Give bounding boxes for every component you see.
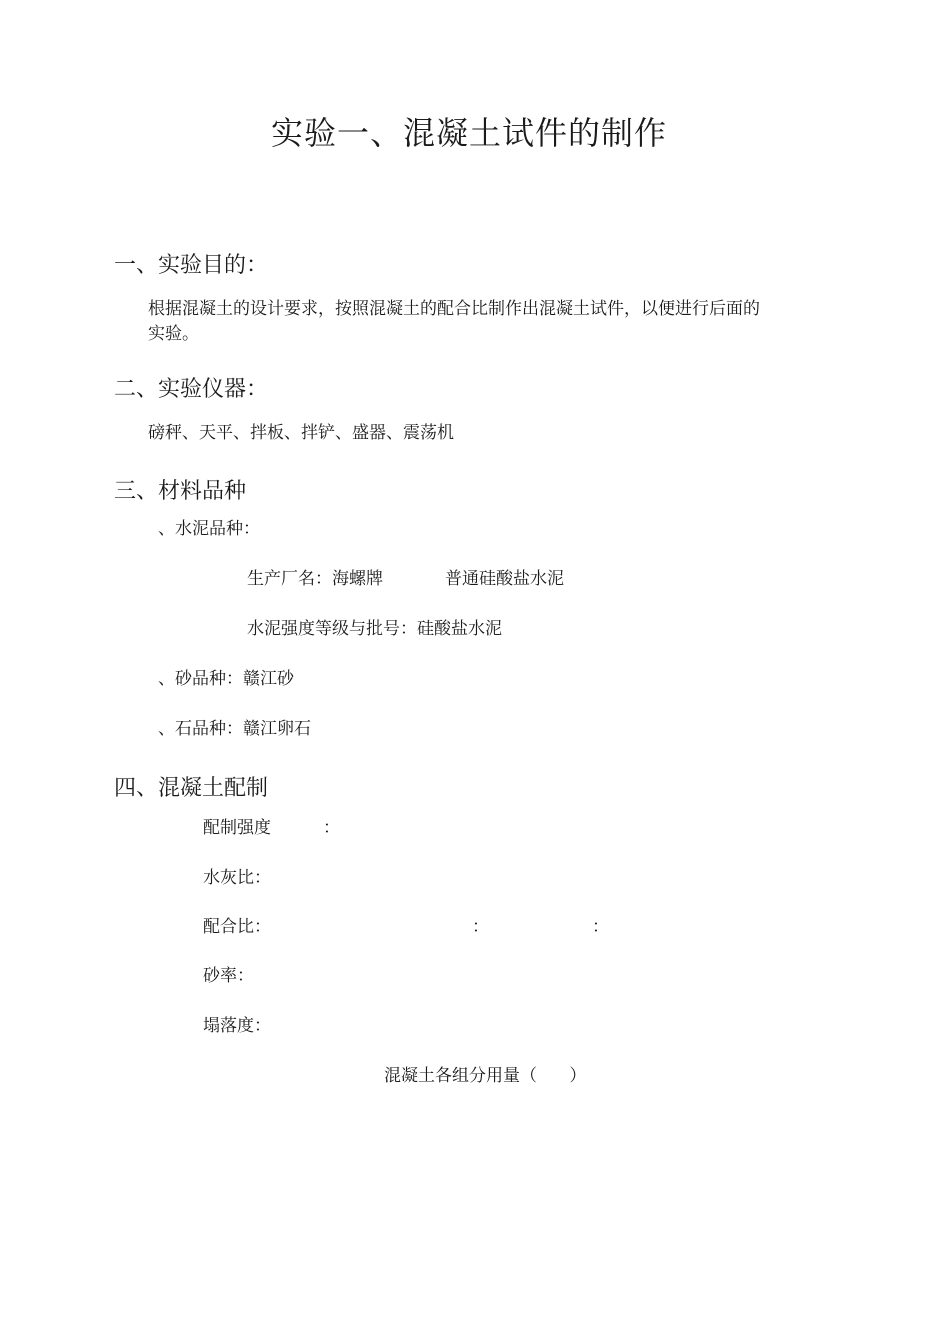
- purpose-text-line2: 实验。: [148, 324, 199, 344]
- strength-label: 配制强度: [203, 818, 271, 838]
- instruments-text: 磅秤、天平、拌板、拌铲、盛器、震荡机: [148, 423, 454, 443]
- wc-ratio-label: 水灰比：: [203, 868, 271, 888]
- section-heading-mix: 四、混凝土配制: [114, 776, 269, 801]
- cement-label: 、水泥品种：: [158, 519, 260, 539]
- table-caption: 混凝土各组分用量（ ）: [384, 1066, 587, 1086]
- sand-ratio-label: 砂率：: [203, 966, 254, 986]
- mix-ratio-label: 配合比：: [203, 917, 271, 937]
- sand-type: 、砂品种：赣江砂: [158, 669, 294, 689]
- strength-colon: ：: [323, 818, 340, 838]
- page-title: 实验一、混凝土试件的制作: [271, 114, 668, 152]
- cement-grade: 水泥强度等级与批号：硅酸盐水泥: [247, 619, 502, 639]
- mix-ratio-colon-1: ：: [472, 917, 489, 937]
- section-heading-materials: 三、材料品种: [114, 479, 247, 504]
- mix-ratio-colon-2: ：: [592, 917, 609, 937]
- cement-manufacturer: 生产厂名：海螺牌: [247, 569, 383, 589]
- cement-type: 普通硅酸盐水泥: [445, 569, 564, 589]
- purpose-text-line1: 根据混凝土的设计要求，按照混凝土的配合比制作出混凝土试件，以便进行后面的: [148, 299, 760, 319]
- slump-label: 塌落度：: [203, 1016, 271, 1036]
- section-heading-purpose: 一、实验目的：: [114, 253, 269, 278]
- section-heading-instruments: 二、实验仪器：: [114, 377, 269, 402]
- stone-type: 、石品种：赣江卵石: [158, 719, 311, 739]
